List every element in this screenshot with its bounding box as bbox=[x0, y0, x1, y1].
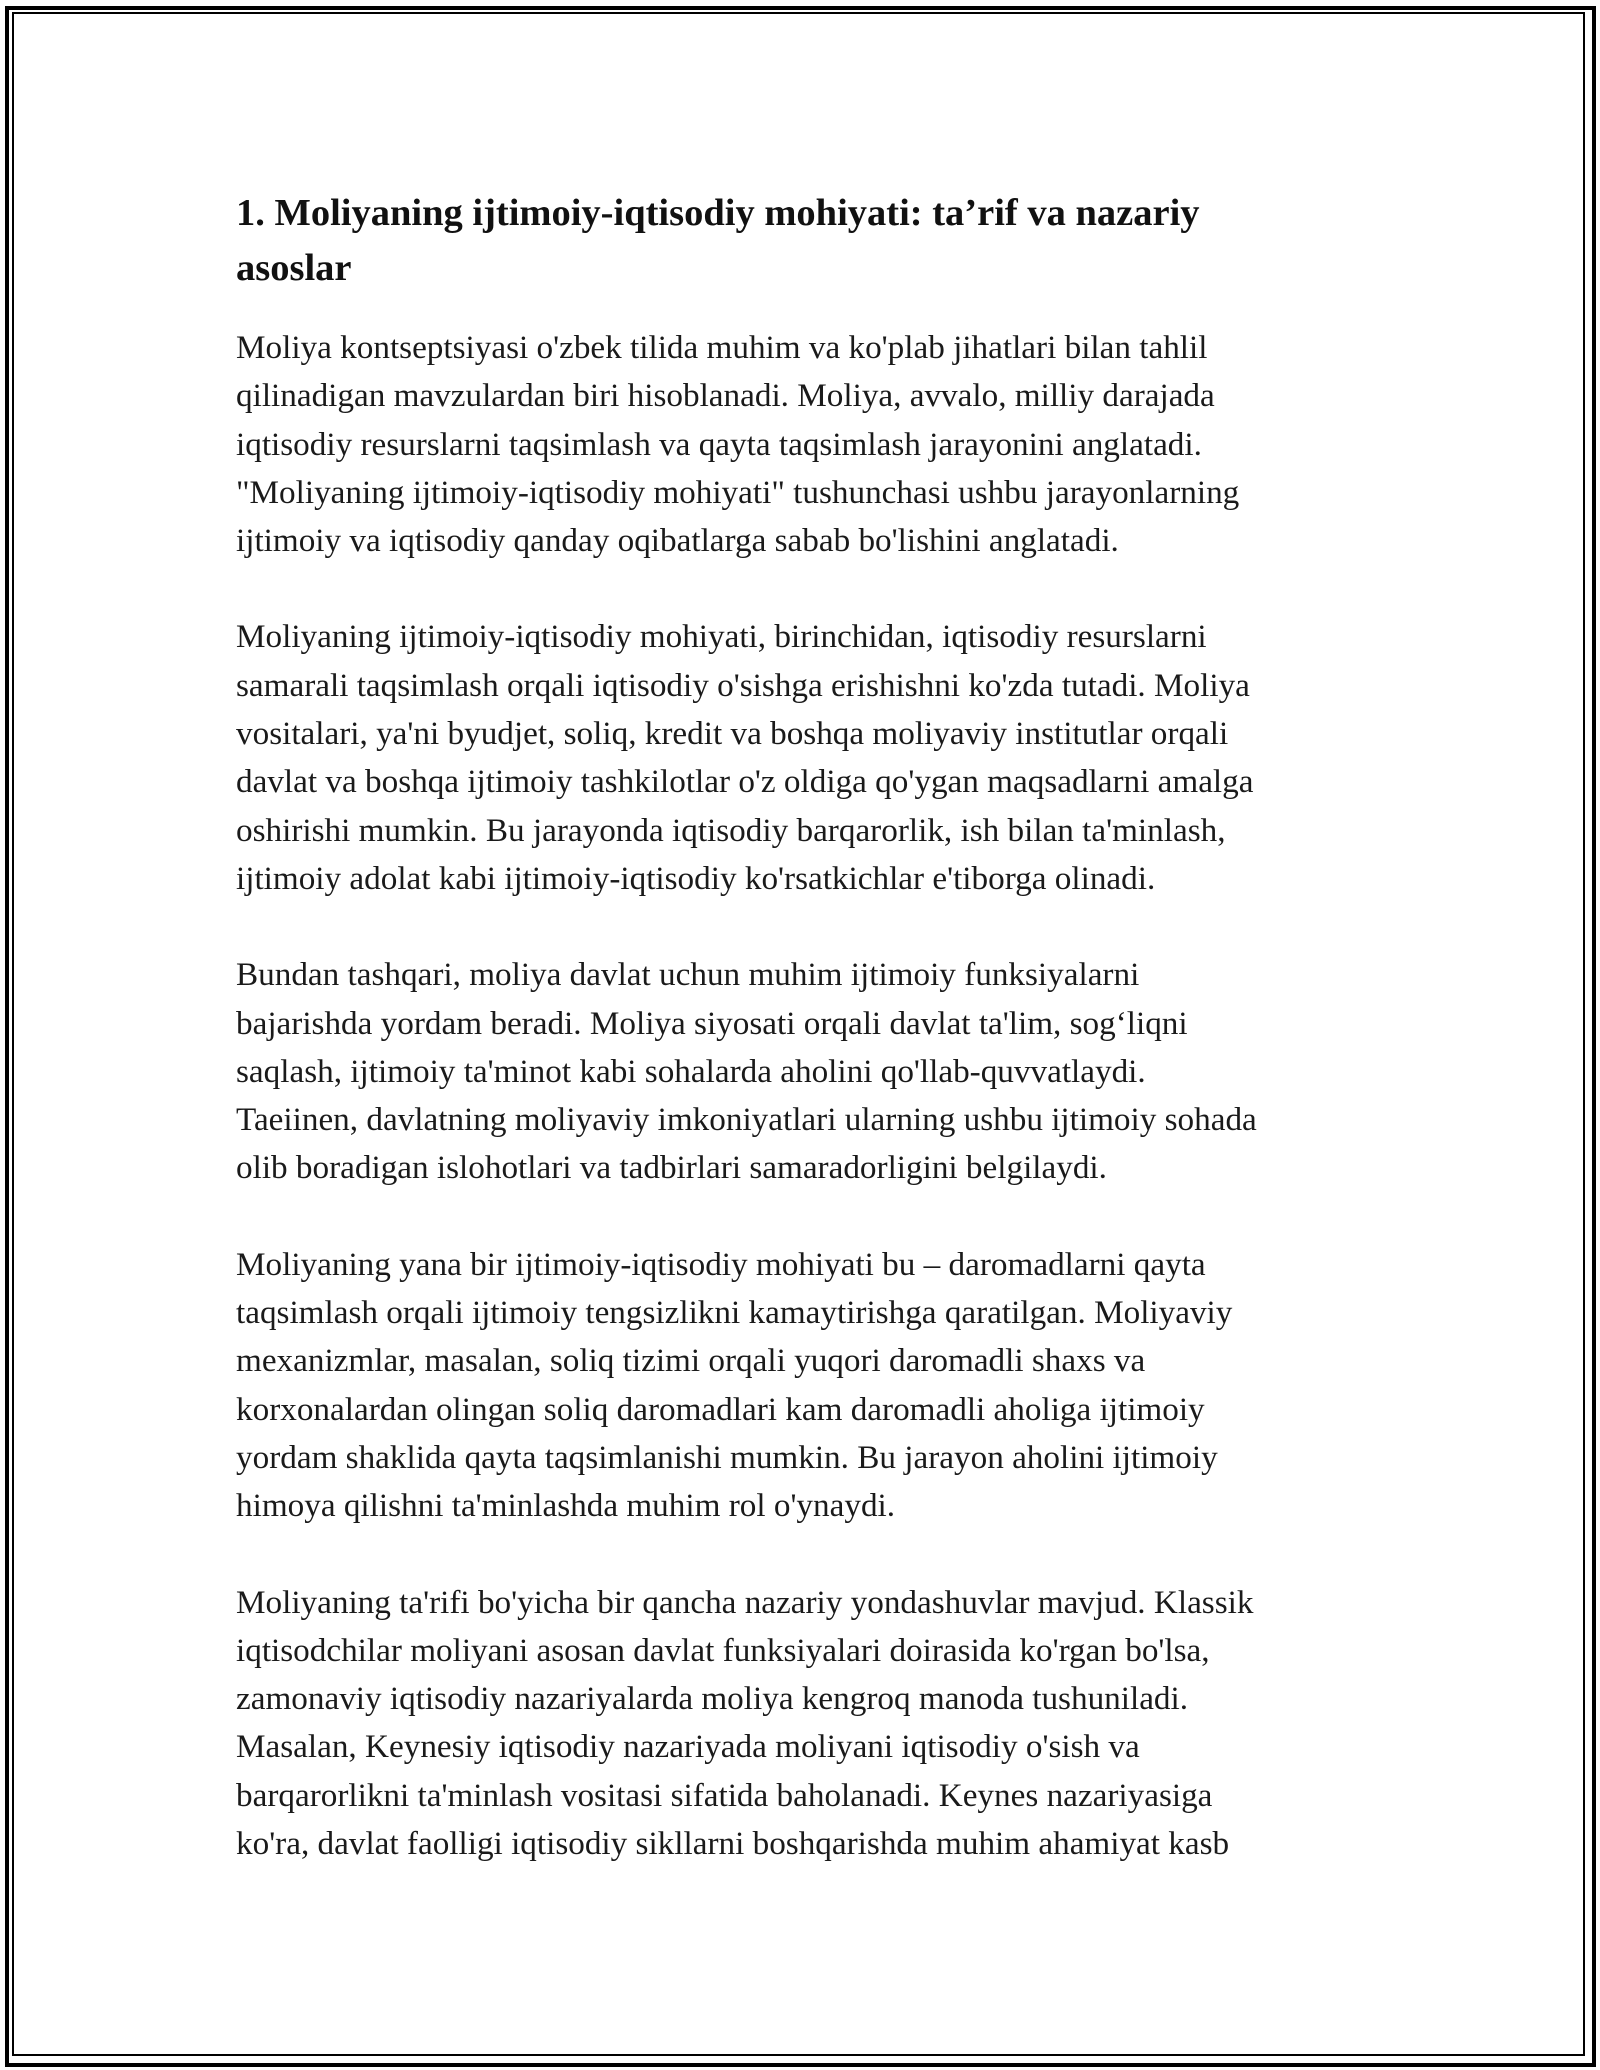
text-line: Masalan, Keynesiy iqtisodiy nazariyada moliyani iqtisodiy o'sish va bbox=[236, 1728, 1140, 1766]
section-heading bbox=[236, 186, 1376, 296]
heading-line: asoslar bbox=[236, 247, 352, 289]
text-line: samarali taqsimlash orqali iqtisodiy o'sishga erishishni ko'zda tutadi. Moliya bbox=[236, 666, 1250, 704]
text-line: Moliyaning yana bir ijtimoiy-iqtisodiy mohiyati bu – daromadlarni qayta bbox=[236, 1245, 1206, 1283]
text-line: bajarishda yordam beradi. Moliya siyosati orqali davlat ta'lim, sog‘liqni bbox=[236, 1004, 1188, 1042]
text-line: ijtimoiy adolat kabi ijtimoiy-iqtisodiy ko'rsatkichlar e'tiborga olinadi. bbox=[236, 859, 1156, 897]
text-line: davlat va boshqa ijtimoiy tashkilotlar o'z oldiga qo'ygan maqsadlarni amalga bbox=[236, 763, 1254, 801]
text-line: qilinadigan mavzulardan biri hisoblanadi. Moliya, avvalo, milliy darajada bbox=[236, 377, 1215, 415]
text-line: barqarorlikni ta'minlash vositasi sifatida baholanadi. Keynes nazariyasiga bbox=[236, 1776, 1213, 1814]
text-line: himoya qilishni ta'minlashda muhim rol o'ynaydi. bbox=[236, 1487, 896, 1525]
paragraph-5 bbox=[236, 1579, 1376, 1869]
text-line: yordam shaklida qayta taqsimlanishi mumkin. Bu jarayon aholini ijtimoiy bbox=[236, 1438, 1218, 1476]
text-line: zamonaviy iqtisodiy nazariyalarda moliya kengroq manoda tushuniladi. bbox=[236, 1680, 1189, 1718]
text-line: olib boradigan islohotlari va tadbirlari samaradorligini belgilaydi. bbox=[236, 1149, 1107, 1187]
paragraph-4 bbox=[236, 1241, 1376, 1531]
text-line: Moliyaning ijtimoiy-iqtisodiy mohiyati, birinchidan, iqtisodiy resurslarni bbox=[236, 618, 1207, 656]
text-line: ko'ra, davlat faolligi iqtisodiy sikllarni boshqarishda muhim ahamiyat kasb bbox=[236, 1825, 1230, 1863]
paragraph-3 bbox=[236, 951, 1376, 1192]
paragraph-1 bbox=[236, 324, 1376, 565]
heading-line: 1. Moliyaning ijtimoiy-iqtisodiy mohiyati: ta’rif va nazariy bbox=[236, 192, 1200, 234]
text-line: iqtisodiy resurslarni taqsimlash va qayta taqsimlash jarayonini anglatadi. bbox=[236, 425, 1202, 463]
text-line: vositalari, ya'ni byudjet, soliq, kredit va boshqa moliyaviy institutlar orqali bbox=[236, 715, 1229, 753]
text-line: Moliyaning ta'rifi bo'yicha bir qancha nazariy yondashuvlar mavjud. Klassik bbox=[236, 1583, 1254, 1621]
paragraph-2 bbox=[236, 613, 1376, 903]
text-line: saqlash, ijtimoiy ta'minot kabi sohalarda aholini qo'llab-quvvatlaydi. bbox=[236, 1052, 1146, 1090]
text-line: taqsimlash orqali ijtimoiy tengsizlikni kamaytirishga qaratilgan. Moliyaviy bbox=[236, 1294, 1233, 1332]
text-line: oshirishi mumkin. Bu jarayonda iqtisodiy barqarorlik, ish bilan ta'minlash, bbox=[236, 811, 1226, 849]
text-line: "Moliyaning ijtimoiy-iqtisodiy mohiyati" tushunchasi ushbu jarayonlarning bbox=[236, 473, 1240, 511]
text-line: iqtisodchilar moliyani asosan davlat funksiyalari doirasida ko'rgan bo'lsa, bbox=[236, 1631, 1210, 1669]
text-line: Taeiinen, davlatning moliyaviy imkoniyatlari ularning ushbu ijtimoiy sohada bbox=[236, 1101, 1257, 1139]
text-line: Moliya kontseptsiyasi o'zbek tilida muhim va ko'plab jihatlari bilan tahlil bbox=[236, 329, 1208, 366]
text-line: korxonalardan olingan soliq daromadlari kam daromadli aholiga ijtimoiy bbox=[236, 1390, 1205, 1428]
document-body bbox=[236, 186, 1376, 1916]
text-line: mexanizmlar, masalan, soliq tizimi orqali yuqori daromadli shaxs va bbox=[236, 1342, 1146, 1380]
text-line: ijtimoiy va iqtisodiy qanday oqibatlarga sabab bo'lishini anglatadi. bbox=[236, 522, 1119, 560]
text-line: Bundan tashqari, moliya davlat uchun muhim ijtimoiy funksiyalarni bbox=[236, 956, 1140, 994]
